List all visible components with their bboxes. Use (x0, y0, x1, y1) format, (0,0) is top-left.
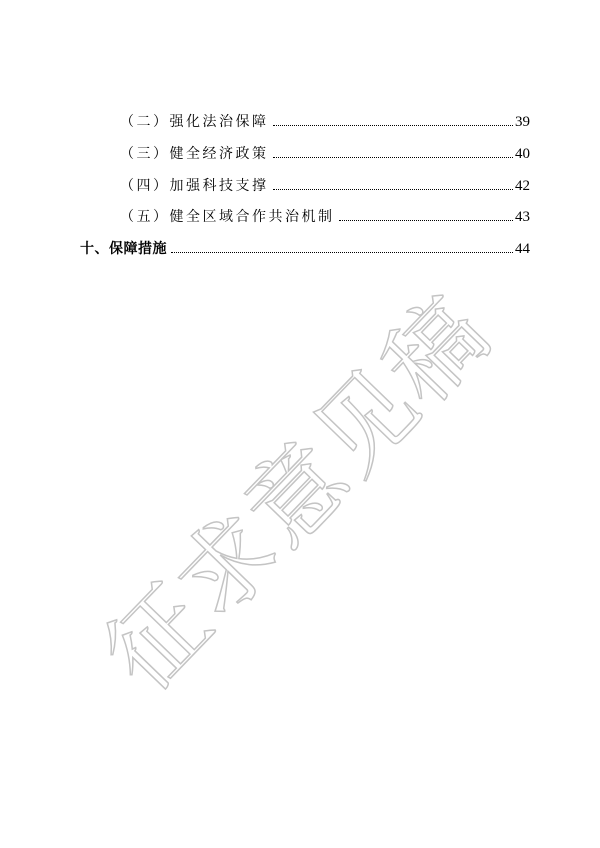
toc-leader-dots (171, 251, 513, 253)
toc-entry-label: （五）健全区域合作共治机制 (120, 209, 335, 225)
toc-entry-label: （三）健全经济政策 (120, 146, 269, 162)
toc-entry[interactable] (120, 145, 530, 163)
toc-leader-dots (273, 124, 514, 126)
toc-entry-label: （四）加强科技支撑 (120, 178, 269, 194)
toc-entry-label: （二）强化法治保障 (120, 114, 269, 130)
toc-page-number: 40 (515, 146, 530, 162)
toc-entry-label: 十、保障措施 (80, 241, 167, 257)
toc-leader-dots (273, 156, 514, 158)
toc-page-number: 39 (515, 114, 530, 130)
toc-leader-dots (273, 188, 514, 190)
toc-entry[interactable] (120, 113, 530, 131)
toc-leader-dots (339, 219, 514, 221)
draft-watermark: 征求意见稿 (84, 274, 513, 712)
toc-page-number: 44 (515, 241, 530, 257)
toc-page-number: 42 (515, 178, 530, 194)
toc-page-number: 43 (515, 209, 530, 225)
toc-entry[interactable] (120, 177, 530, 195)
toc-chapter-entry[interactable] (80, 240, 530, 258)
toc-entry[interactable] (120, 208, 530, 226)
